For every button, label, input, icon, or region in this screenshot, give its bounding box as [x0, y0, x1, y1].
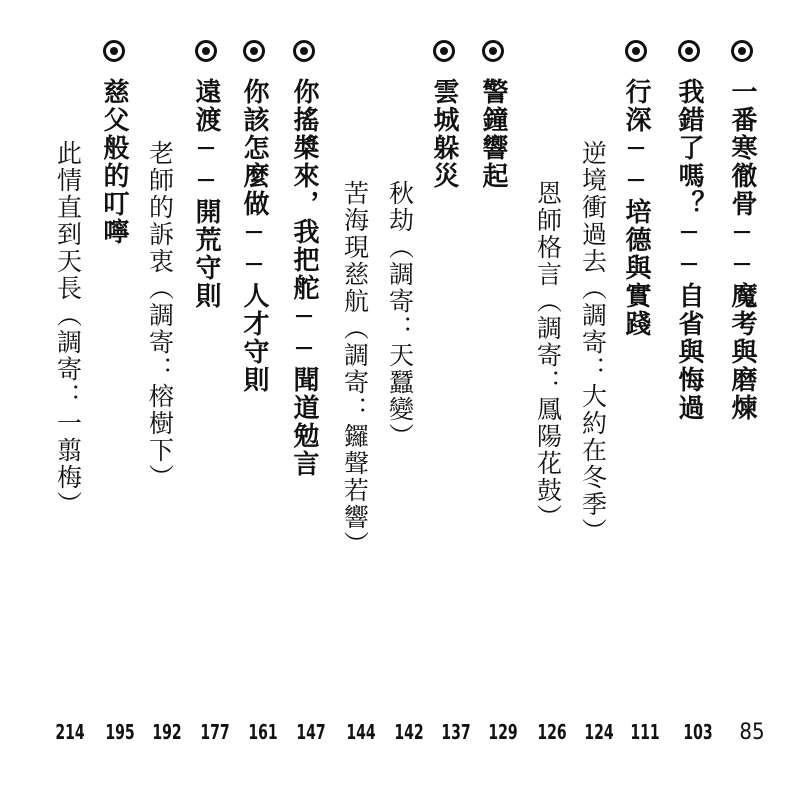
entry-title: 苦海現慈航（調寄：鑼聲若響） — [340, 180, 370, 558]
entry-title: 我錯了嗎？──自省與悔過 — [674, 78, 704, 422]
entry-title: 逆境衝過去（調寄：大約在冬季） — [578, 140, 608, 545]
toc-entry[interactable] — [720, 40, 764, 422]
page-number: 177 — [200, 720, 230, 744]
bullet-circle-icon — [731, 40, 753, 62]
entry-title: 一番寒徹骨──魔考與磨煉 — [727, 78, 757, 422]
bullet-circle-icon — [243, 40, 265, 62]
toc-entry[interactable] — [471, 40, 515, 190]
toc-entry[interactable] — [614, 40, 658, 338]
bullet-circle-icon — [433, 40, 455, 62]
page-number: 129 — [488, 720, 518, 744]
toc-entry[interactable] — [667, 40, 711, 422]
bullet-circle-icon — [678, 40, 700, 62]
entry-title: 你搖槳來，我把舵──聞道勉言 — [289, 78, 319, 478]
page-number: 111 — [630, 720, 660, 744]
page-number: 192 — [152, 720, 182, 744]
entry-title: 恩師格言（調寄：鳳陽花鼓） — [533, 180, 563, 531]
page-number: 85 — [739, 720, 765, 745]
page-number: 137 — [441, 720, 471, 744]
toc-entry[interactable] — [282, 40, 326, 478]
toc-entry[interactable] — [422, 40, 466, 190]
page-number: 126 — [537, 720, 567, 744]
toc-entry[interactable] — [184, 40, 228, 310]
toc-entry[interactable] — [232, 40, 276, 394]
bullet-circle-icon — [482, 40, 504, 62]
bullet-circle-icon — [625, 40, 647, 62]
entry-title: 遠渡──開荒守則 — [191, 78, 221, 310]
bullet-circle-icon — [103, 40, 125, 62]
page-number: 214 — [55, 720, 85, 744]
page-number: 147 — [296, 720, 326, 744]
entry-title: 慈父般的叮嚀 — [99, 78, 129, 246]
entry-title: 老師的訴衷（調寄：榕樹下） — [145, 140, 175, 491]
bullet-circle-icon — [195, 40, 217, 62]
page-number: 142 — [394, 720, 424, 744]
page-number: 161 — [248, 720, 278, 744]
entry-title: 此情直到天長（調寄：一翦梅） — [53, 140, 83, 518]
entry-title: 你該怎麼做──人才守則 — [239, 78, 269, 394]
entry-title: 警鐘響起 — [478, 78, 508, 190]
page-number: 124 — [584, 720, 614, 744]
page-number: 103 — [683, 720, 713, 744]
toc-entry[interactable] — [92, 40, 136, 246]
page-number: 144 — [346, 720, 376, 744]
bullet-circle-icon — [293, 40, 315, 62]
page-number: 195 — [105, 720, 135, 744]
entry-title: 行深──培德與實踐 — [621, 78, 651, 338]
entry-title: 秋劫（調寄：天蠶變） — [385, 180, 415, 450]
entry-title: 雲城躲災 — [429, 78, 459, 190]
